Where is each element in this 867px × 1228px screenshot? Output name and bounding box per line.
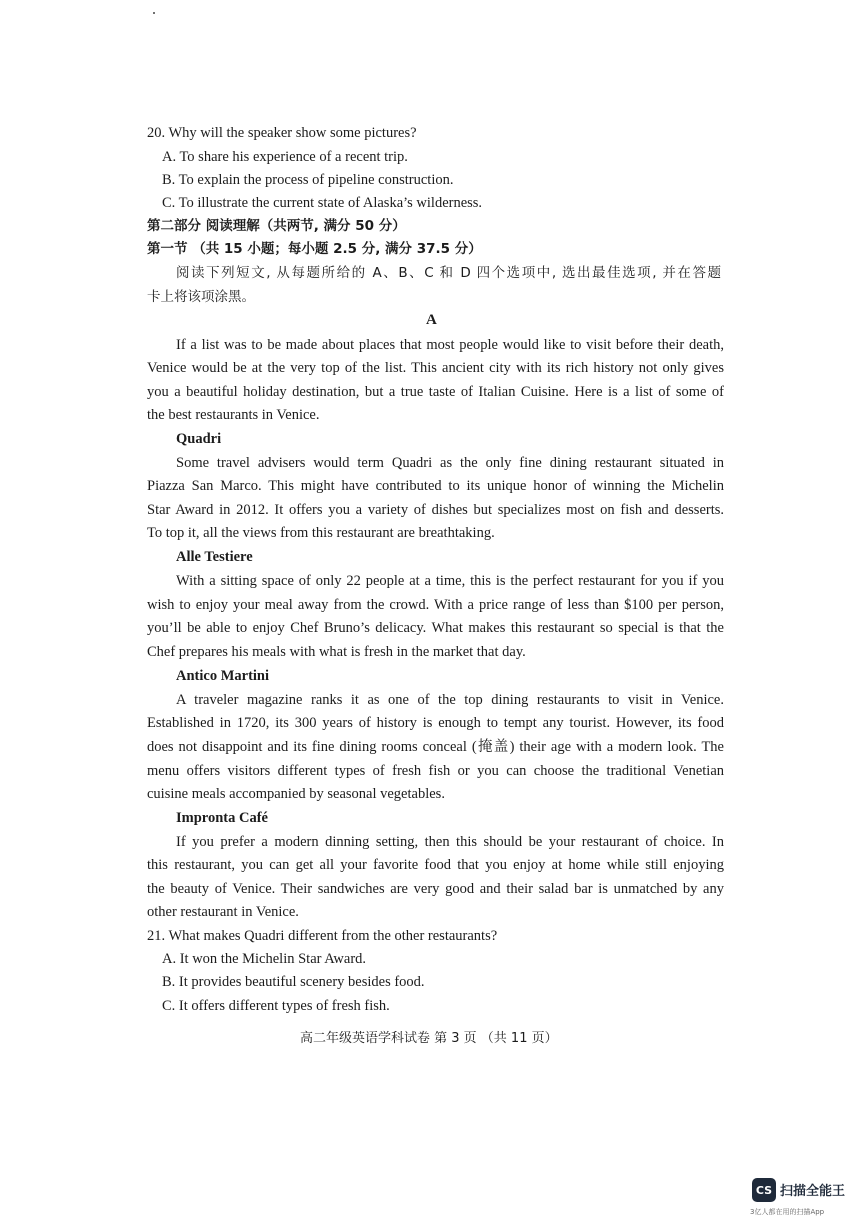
impronta-line: this restaurant, you can get all your favorite food that you enjoy at home while still enjoying [147,857,724,873]
quadri-line: Some travel advisers would term Quadri as the only fine dining restaurant situated in [176,455,724,471]
antico-martini-line: A traveler magazine ranks it as one of the top dining restaurants to visit in Venice. [176,692,724,708]
quadri-line: Star Award in 2012. It offers you a variety of dishes but specializes most on fish and desserts. [147,502,724,518]
intro-line: you a beautiful holiday destination, but a true taste of Italian Cuisine. Here is a list of some of [147,384,724,400]
q20-option-a: A. To share his experience of a recent trip. [162,149,408,165]
intro-line: the best restaurants in Venice. [147,407,320,423]
section1-title: 第一节 （共 15 小题；每小题 2.5 分, 满分 37.5 分） [147,241,482,257]
impronta-line: the beauty of Venice. Their sandwiches are very good and their salad bar is unmatched by any [147,881,724,897]
antico-martini-line: Established in 1720, its 300 years of history is enough to tempt any tourist. However, its food [147,715,724,731]
intro-line: Venice would be at the very top of the list. This ancient city with its rich history not only gives [147,360,724,376]
alle-testiere-line: you’ll be able to enjoy Chef Bruno’s delicacy. What makes this restaurant so special is that the [147,620,724,636]
quadri-line: To top it, all the views from this restaurant are breathtaking. [147,525,495,541]
alle-testiere-line: Chef prepares his meals with what is fresh in the market that day. [147,644,526,660]
q21-option-a: A. It won the Michelin Star Award. [162,951,367,967]
instructions-line-1: 阅读下列短文, 从每题所给的 A、B、C 和 D 四个选项中, 选出最佳选项, 并在答题 [176,265,721,281]
antico-martini-line: menu offers visitors different types of fresh fish or you can choose the traditional Venetian [147,763,724,779]
alle-testiere-line: With a sitting space of only 22 people at a time, this is the perfect restaurant for you if you [176,573,724,589]
instructions-line-2: 卡上将该项涂黑。 [147,289,255,305]
restaurant-name-impronta-cafe: Impronta Café [176,810,268,826]
scan-speck [153,12,155,14]
restaurant-name-alle-testiere: Alle Testiere [176,549,253,565]
q21-stem: 21. What makes Quadri different from the other restaurants? [147,928,498,944]
restaurant-name-antico-martini: Antico Martini [176,668,270,684]
q20-option-b: B. To explain the process of pipeline construction. [162,172,454,188]
antico-martini-line: does not disappoint and its fine dining rooms conceal (掩盖) their age with a modern look. The [147,739,724,755]
quadri-line: Piazza San Marco. This might have contributed to its unique honor of winning the Michelin [147,478,724,494]
watermark-subtitle: 3亿人都在用的扫描App [750,1208,825,1216]
q21-option-c: C. It offers different types of fresh fish. [162,998,390,1014]
watermark-title: 扫描全能王 [780,1184,846,1199]
intro-line: If a list was to be made about places that most people would like to visit before their death, [176,337,724,353]
alle-testiere-line: wish to enjoy your meal away from the crowd. With a price range of less than $100 per person, [147,597,724,613]
q21-option-b: B. It provides beautiful scenery besides food. [162,974,425,990]
page-footer: 高二年级英语学科试卷 第 3 页 （共 11 页） [300,1031,558,1046]
part2-title: 第二部分 阅读理解（共两节, 满分 50 分） [147,218,406,234]
antico-martini-line: cuisine meals accompanied by seasonal vegetables. [147,786,445,802]
camscanner-logo-icon: CS [752,1178,776,1202]
q20-option-c: C. To illustrate the current state of Alaska’s wilderness. [162,195,483,211]
restaurant-name-quadri: Quadri [176,431,222,447]
passage-label: A [426,312,437,328]
q20-stem: 20. Why will the speaker show some pictures? [147,125,417,141]
impronta-line: If you prefer a modern dinning setting, then this should be your restaurant of choice. In [176,834,724,850]
impronta-line: other restaurant in Venice. [147,904,299,920]
